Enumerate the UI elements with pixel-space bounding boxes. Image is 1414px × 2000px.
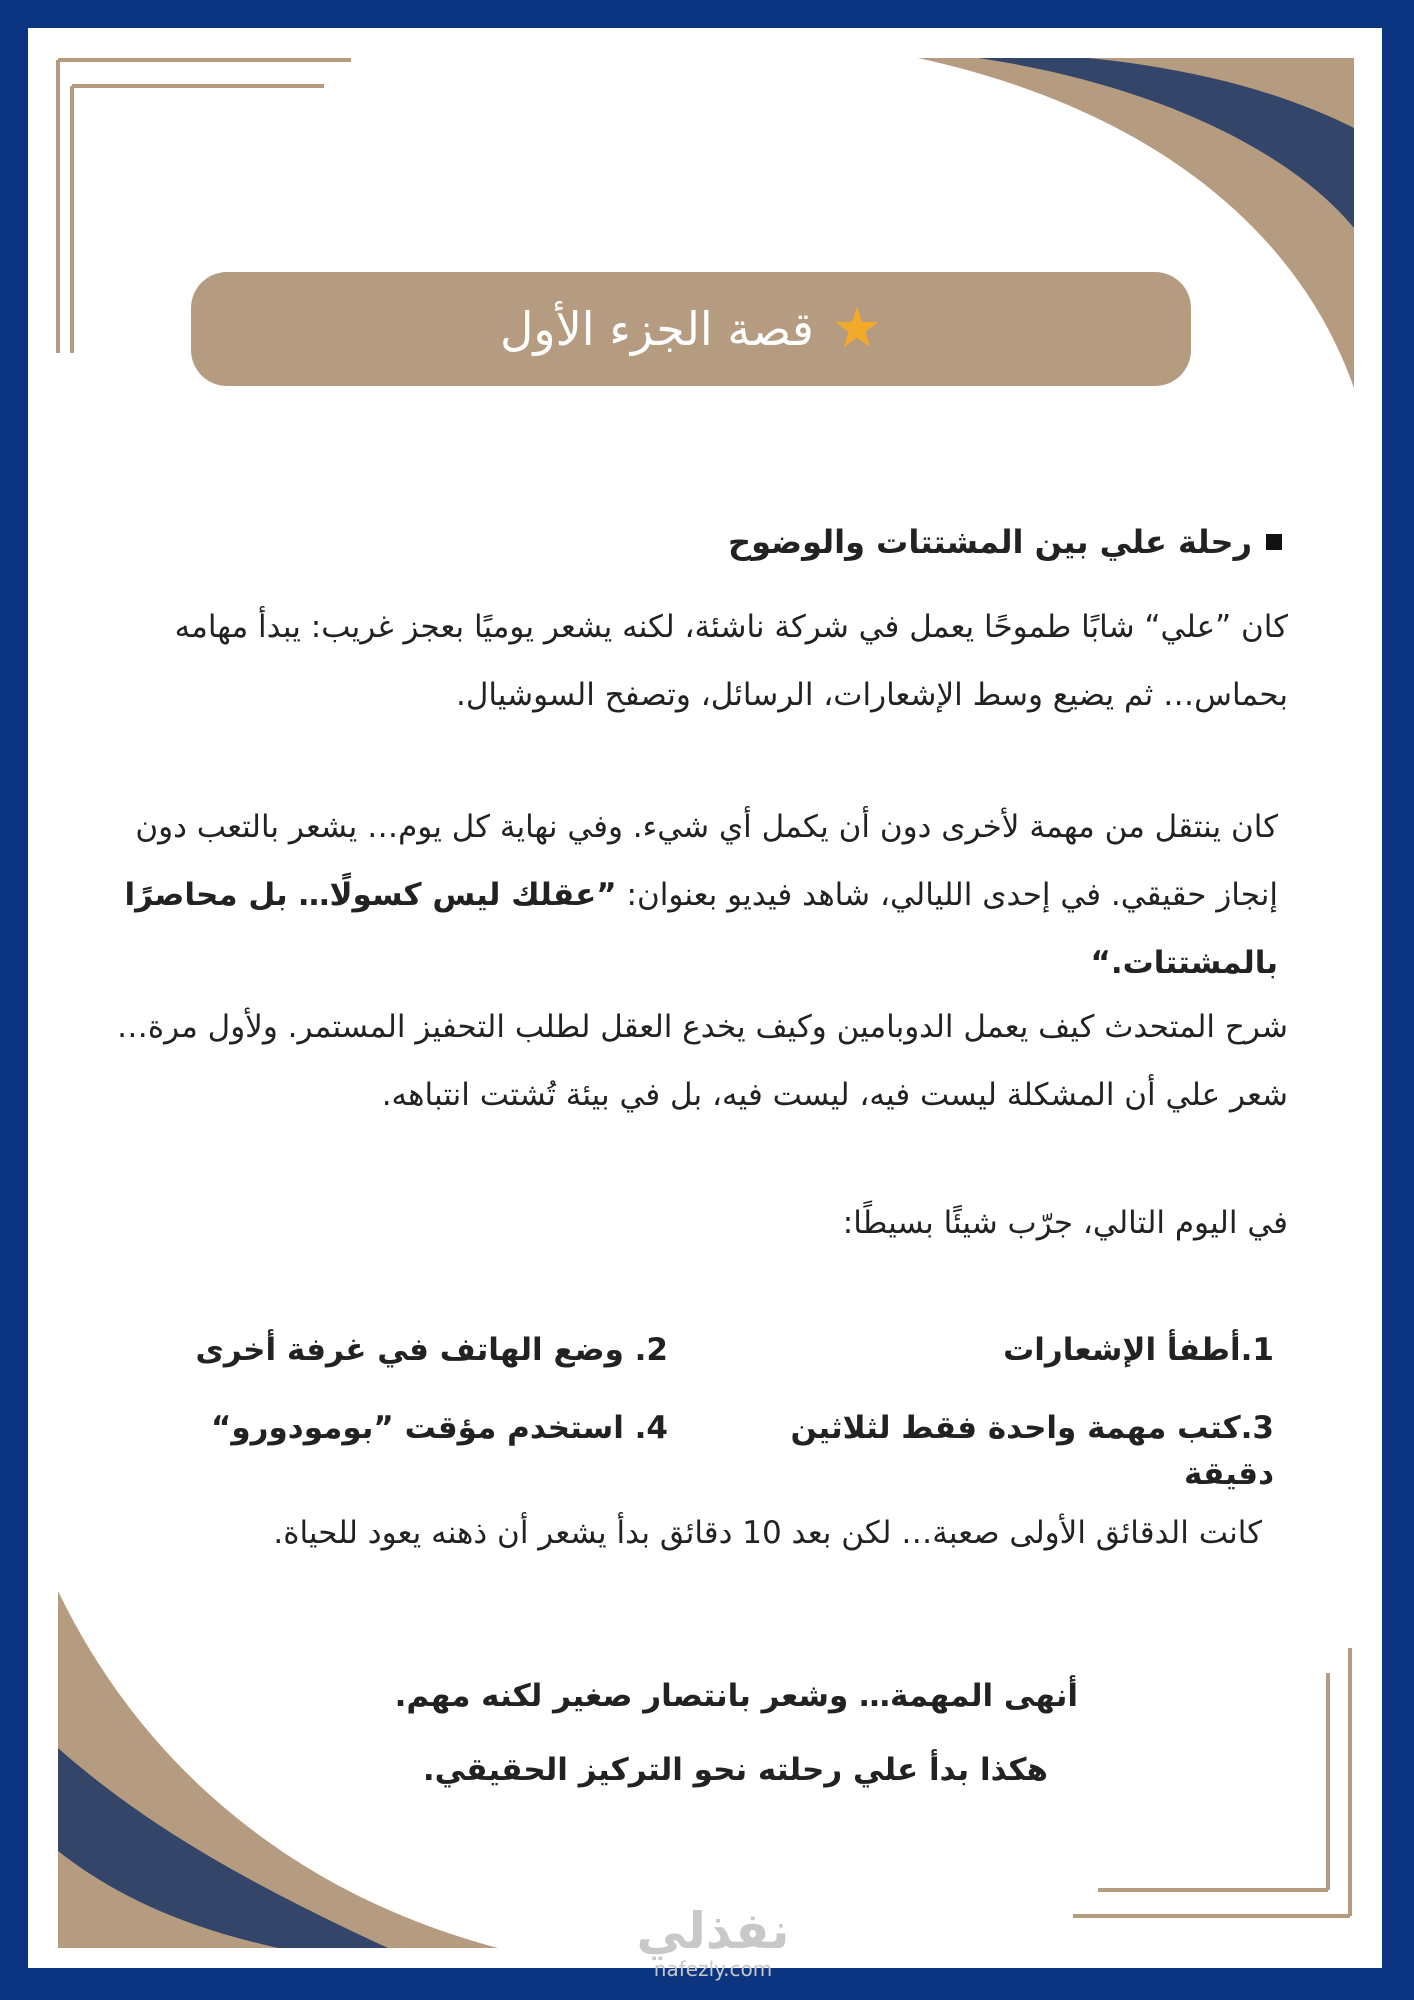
- paragraph-5: كانت الدقائق الأولى صعبة… لكن بعد 10 دقائق بدأ يشعر أن ذهنه يعود للحياة.: [273, 1515, 1262, 1551]
- bottom-right-lines: [1073, 1648, 1350, 1916]
- watermark-url: nafezly.com: [653, 1957, 773, 1981]
- paragraph-4: في اليوم التالي، جرّب شيئًا بسيطًا:: [842, 1205, 1288, 1241]
- paragraph-2: [98, 793, 1278, 997]
- title-banner: [191, 272, 1191, 386]
- star-icon: ★: [831, 296, 883, 361]
- paragraph-2-text: كان ينتقل من مهمة لأخرى دون أن يكمل أي شيء. وفي نهاية كل يوم… يشعر بالتعب دون إنجاز حقيقي. في إحدى الليالي، شاهد فيديو بعنوان:: [135, 809, 1278, 913]
- square-bullet-icon: [1266, 534, 1282, 550]
- paragraph-3: شرح المتحدث كيف يعمل الدوبامين وكيف يخدع العقل لطلب التحفيز المستمر. ولأول مرة… شعر علي أن المشكلة ليست فيه، ليست فيه، بل في بيئة تُشتت انتباهه.: [116, 1009, 1288, 1113]
- step-item: 4. استخدم مؤقت ”بومودورو“: [211, 1410, 668, 1446]
- step-item: 2. وضع الهاتف في غرفة أخرى: [195, 1332, 668, 1368]
- document-page: [28, 28, 1382, 1981]
- ending-line-2: هكذا بدأ علي رحلته نحو التركيز الحقيقي.: [422, 1752, 1048, 1788]
- step-item: 3.كتب مهمة واحدة فقط لثلاثين دقيقة: [790, 1410, 1274, 1492]
- watermark-arabic: نفذلي: [636, 1902, 790, 1960]
- step-item: 1.أطفأ الإشعارات: [1003, 1332, 1274, 1368]
- story-heading: [728, 523, 1282, 561]
- story-heading-text: رحلة علي بين المشتتات والوضوح: [728, 523, 1252, 561]
- paragraph-1: كان ”علي“ شابًا طموحًا يعمل في شركة ناشئة، لكنه يشعر يوميًا بعجز غريب: يبدأ مهامه بحماس… ثم يضيع وسط الإشعارات، الرسائل، وتصفح السوشيال.: [174, 609, 1288, 713]
- watermark-logo: [618, 1904, 808, 1980]
- banner-title: قصة الجزء الأول: [499, 302, 814, 356]
- ending-line-1: أنهى المهمة… وشعر بانتصار صغير لكنه مهم.: [394, 1678, 1078, 1714]
- video-title-quote: ”عقلك ليس كسولًا… بل محاصرًا بالمشتتات.“: [124, 877, 1278, 981]
